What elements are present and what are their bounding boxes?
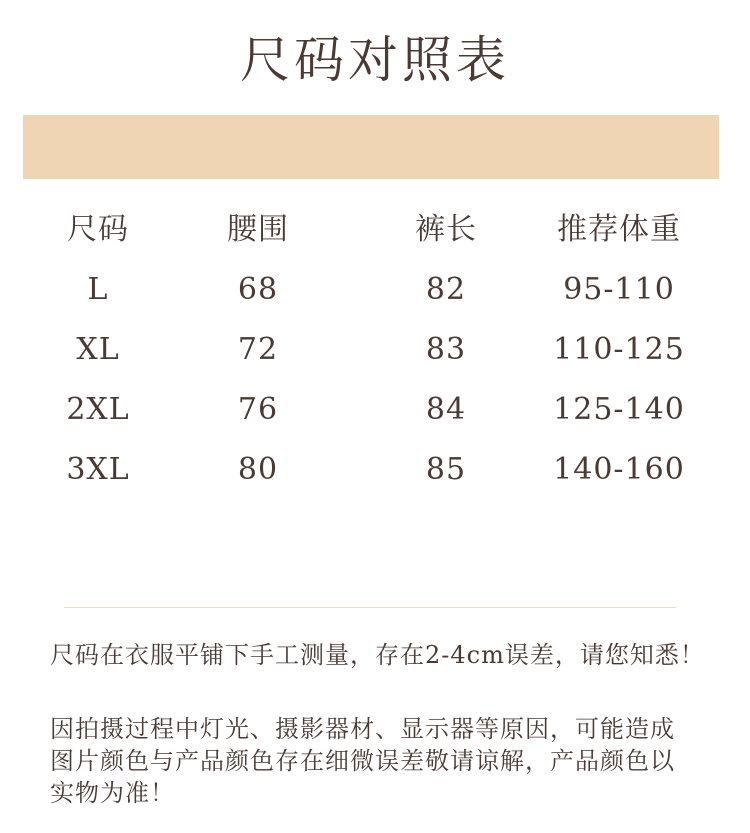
length-cell: 84 <box>425 392 467 427</box>
weight-cell: 95-110 <box>563 272 675 307</box>
header-band <box>23 115 719 179</box>
length-cell: 83 <box>425 332 467 367</box>
waist-cell: 68 <box>237 272 279 307</box>
color-disclaimer-line: 图片颜色与产品颜色存在细微误差敬请谅解，产品颜色以 <box>50 747 675 775</box>
header-weight: 推荐体重 <box>557 212 681 247</box>
measurement-note: 尺码在衣服平铺下手工测量，存在2-4cm误差，请您知悉！ <box>50 641 705 669</box>
waist-cell: 76 <box>237 392 279 427</box>
weight-cell: 110-125 <box>553 332 685 367</box>
table-row <box>0 260 750 320</box>
table-row <box>0 380 750 440</box>
size-cell: 2XL <box>66 392 130 427</box>
page-title: 尺码对照表 <box>240 31 510 89</box>
color-disclaimer <box>50 713 730 809</box>
size-cell: XL <box>76 332 120 367</box>
color-disclaimer-line: 实物为准！ <box>50 779 175 807</box>
size-table <box>0 200 750 500</box>
header-length: 裤长 <box>415 212 477 247</box>
weight-cell: 140-160 <box>553 452 685 487</box>
waist-cell: 80 <box>237 452 279 487</box>
length-cell: 82 <box>425 272 467 307</box>
length-cell: 85 <box>425 452 467 487</box>
divider <box>64 607 676 608</box>
table-row <box>0 320 750 380</box>
waist-cell: 72 <box>237 332 279 367</box>
header-waist: 腰围 <box>227 212 289 247</box>
size-cell: L <box>87 272 109 307</box>
table-row <box>0 440 750 500</box>
header-size: 尺码 <box>67 212 129 247</box>
table-header-row <box>0 200 750 260</box>
weight-cell: 125-140 <box>553 392 685 427</box>
size-cell: 3XL <box>66 452 130 487</box>
color-disclaimer-line: 因拍摄过程中灯光、摄影器材、显示器等原因，可能造成 <box>50 715 675 743</box>
